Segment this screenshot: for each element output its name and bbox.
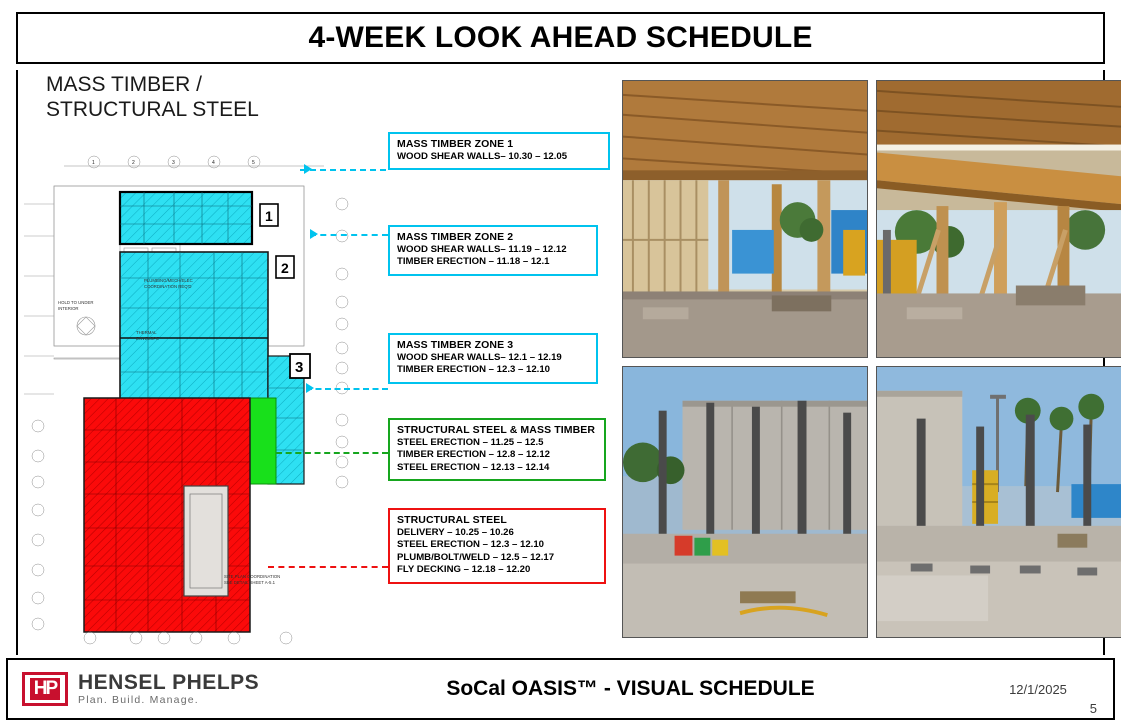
svg-text:INTERIOR: INTERIOR: [58, 306, 79, 311]
svg-text:5: 5: [252, 160, 255, 166]
leader-zone2: [310, 234, 388, 236]
slide-title-bar: [16, 12, 1105, 64]
hensel-phelps-logo-icon: [22, 672, 68, 706]
photo-bottom-right: [876, 366, 1121, 638]
leader-zone3: [306, 388, 388, 390]
callout-zone2-title: MASS TIMBER ZONE 2: [397, 231, 514, 243]
callout-steel: [388, 508, 606, 584]
svg-text:2: 2: [132, 160, 135, 166]
company-tagline: Plan. Build. Manage.: [78, 694, 199, 706]
callout-zone2: [388, 225, 598, 276]
callout-steel-line-4: FLY DECKING – 12.18 – 12.20: [397, 564, 531, 576]
slide-footer: [6, 658, 1115, 720]
callout-zone3-title: MASS TIMBER ZONE 3: [397, 339, 514, 351]
callout-zone3-line-1: WOOD SHEAR WALLS– 12.1 – 12.19: [397, 352, 562, 363]
svg-text:4: 4: [212, 160, 215, 166]
photo-bottom-left: [622, 366, 868, 638]
svg-text:1: 1: [92, 160, 95, 166]
svg-text:SEE DETAIL SHEET A-5.1: SEE DETAIL SHEET A-5.1: [224, 580, 276, 585]
leader-zone2-arrow: [310, 229, 318, 239]
callout-steel-timber-line-2: TIMBER ERECTION – 12.8 – 12.12: [397, 449, 551, 461]
svg-text:2: 2: [281, 260, 289, 276]
callout-zone2-line-1: WOOD SHEAR WALLS– 11.19 – 12.12: [397, 244, 567, 255]
page-number: 5: [1089, 701, 1097, 716]
leader-steel: [268, 566, 388, 568]
callout-steel-timber: [388, 418, 606, 481]
callout-zone3-line-2: TIMBER ERECTION – 12.3 – 12.10: [397, 364, 551, 376]
callout-steel-title: STRUCTURAL STEEL: [397, 514, 507, 526]
svg-text:3: 3: [172, 160, 175, 166]
floor-plan-pane: [18, 70, 618, 655]
svg-text:SITE PLAN COORDINATION: SITE PLAN COORDINATION: [224, 574, 281, 579]
leader-zone1: [300, 169, 386, 171]
progress-photo-grid: [622, 80, 1121, 650]
plan-heading-line1: MASS TIMBER /: [46, 73, 202, 96]
callout-zone2-line-2: TIMBER ERECTION – 11.18 – 12.1: [397, 256, 550, 268]
logo-mark-text: HP: [30, 678, 60, 700]
svg-text:COORDINATION REQ'D: COORDINATION REQ'D: [144, 284, 192, 289]
company-logo: [8, 672, 338, 706]
svg-text:3: 3: [295, 359, 304, 376]
callout-steel-line-1: DELIVERY – 10.25 – 10.26: [397, 527, 514, 538]
callout-steel-line-3: PLUMB/BOLT/WELD – 12.5 – 12.17: [397, 551, 555, 563]
company-name: HENSEL PHELPS: [78, 671, 260, 694]
callout-zone3: [388, 333, 598, 384]
svg-text:THERMAL: THERMAL: [136, 330, 157, 335]
svg-text:PLUMBING/MECH/ELEC: PLUMBING/MECH/ELEC: [144, 278, 193, 283]
callout-zone1-line-1: WOOD SHEAR WALLS– 10.30 – 12.05: [397, 151, 568, 162]
svg-text:ENVELOPE: ENVELOPE: [136, 336, 160, 341]
callout-zone1: [388, 132, 610, 170]
callout-steel-timber-title: STRUCTURAL STEEL & MASS TIMBER: [397, 424, 596, 436]
callout-steel-timber-line-1: STEEL ERECTION – 11.25 – 12.5: [397, 437, 544, 448]
leader-zone3-arrow: [306, 383, 314, 393]
plan-heading: [46, 72, 259, 122]
callout-steel-line-2: STEEL ERECTION – 12.3 – 12.10: [397, 539, 544, 551]
photo-top-right: [876, 80, 1121, 358]
svg-text:1: 1: [265, 208, 273, 224]
leader-zone1-arrow: [304, 164, 312, 174]
slide-body: [16, 70, 1105, 655]
svg-text:HOLD TO UNDER: HOLD TO UNDER: [58, 300, 94, 305]
leader-steel-timber: [276, 452, 388, 454]
floor-plan-drawing: [24, 126, 384, 646]
footer-title: SoCal OASIS™ - VISUAL SCHEDULE: [446, 677, 815, 700]
footer-date: 12/1/2025: [1009, 681, 1067, 697]
page-title: 4-WEEK LOOK AHEAD SCHEDULE: [308, 21, 813, 54]
callout-steel-timber-line-3: STEEL ERECTION – 12.13 – 12.14: [397, 461, 550, 473]
plan-heading-line2: STRUCTURAL STEEL: [46, 98, 259, 121]
callout-zone1-title: MASS TIMBER ZONE 1: [397, 138, 514, 150]
photo-top-left: [622, 80, 868, 358]
